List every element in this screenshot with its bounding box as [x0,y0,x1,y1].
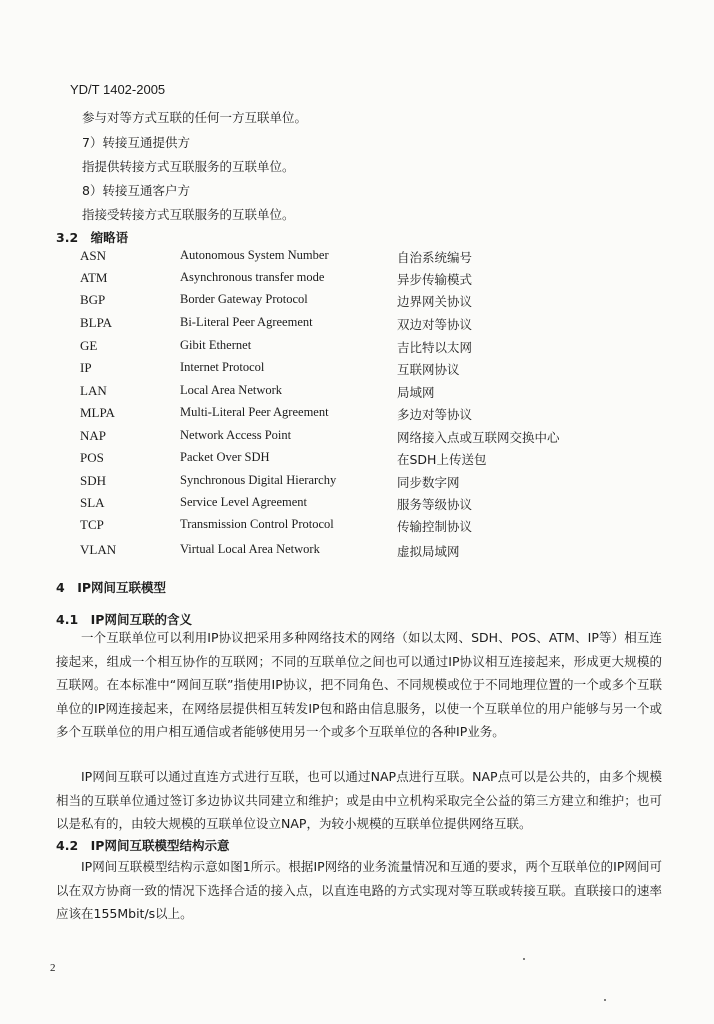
abbreviation-chinese: 边界网关协议 [397,294,473,309]
abbreviation-row [0,270,714,290]
intro-item-heading: 8）转接互通客户方 [82,183,190,198]
abbreviation-row [0,542,714,562]
abbreviation-term: ATM [80,270,108,285]
abbreviation-row [0,360,714,380]
abbreviation-chinese: 自治系统编号 [397,250,473,265]
scan-speck [604,999,606,1001]
abbreviation-chinese: 在SDH上传送包 [397,452,487,467]
abbreviation-term: TCP [80,517,104,532]
abbreviation-term: BLPA [80,315,113,330]
abbreviation-english: Internet Protocol [180,360,265,374]
abbreviation-term: MLPA [80,405,115,420]
abbreviation-english: Gibit Ethernet [180,338,252,352]
abbreviation-chinese: 传输控制协议 [397,519,473,534]
paragraph-4-2-model: IP网间互联模型结构示意如图1所示。根据IP网络的业务流量情况和互通的要求，两个互联单位的IP网间可以在双方协商一致的情况下选择合适的接入点，以直连电路的方式实现对等互联或转接互联。直联接口的速率应该在155Mbit/s以上。 [56,859,662,922]
scan-speck [523,958,525,960]
abbreviation-term: IP [80,360,92,375]
section-heading-4-1: 4.1 IP网间互联的含义 [56,612,192,627]
abbreviation-english: Bi-Literal Peer Agreement [180,315,313,329]
abbreviation-chinese: 互联网协议 [397,362,460,377]
abbreviation-row [0,450,714,470]
abbreviation-english: Packet Over SDH [180,450,270,464]
abbreviation-term: VLAN [80,542,117,557]
abbreviation-chinese: 同步数字网 [397,475,460,490]
abbreviation-english: Multi-Literal Peer Agreement [180,405,329,419]
page-number: 2 [50,962,56,974]
abbreviation-row [0,495,714,515]
abbreviation-chinese: 异步传输模式 [397,272,473,287]
abbreviation-row [0,338,714,358]
abbreviation-row [0,517,714,537]
abbreviation-english: Synchronous Digital Hierarchy [180,473,337,487]
abbreviation-chinese: 吉比特以太网 [397,340,473,355]
paragraph-4-1-definition: 一个互联单位可以利用IP协议把采用多种网络技术的网络（如以太网、SDH、POS、ATM、IP等）相互连接起来，组成一个相互协作的互联网；不同的互联单位之间也可以通过IP协议相互连接起来，形成更大规模的互联网。在本标准中“网间互联”指使用IP协议，把不同角色、不同规模或位于不同地理位置的一个或多个互联单位的IP网连接起来，在网络层提供相互转发IP包和路由信息服务，以使一个互联单位的用户能够与另一个或多个互联单位的用户相互通信或者能够使用另一个或多个互联单位的各种IP业务。 [56,630,662,740]
abbreviation-chinese: 虚拟局域网 [397,544,460,559]
abbreviation-chinese: 双边对等协议 [397,317,473,332]
intro-line: 参与对等方式互联的任何一方互联单位。 [82,110,308,125]
abbreviation-row [0,473,714,493]
abbreviation-term: BGP [80,292,106,307]
abbreviation-chinese: 服务等级协议 [397,497,473,512]
abbreviation-english: Service Level Agreement [180,495,308,509]
abbreviation-term: POS [80,450,104,465]
abbreviation-english: Border Gateway Protocol [180,292,308,306]
intro-line: 指提供转接方式互联服务的互联单位。 [82,159,295,174]
abbreviation-row [0,405,714,425]
section-heading-4: 4 IP网间互联模型 [56,580,167,595]
section-heading-4-2: 4.2 IP网间互联模型结构示意 [56,838,230,853]
abbreviation-row [0,315,714,335]
paragraph-4-1-nap: IP网间互联可以通过直连方式进行互联，也可以通过NAP点进行互联。NAP点可以是公共的，由多个规模相当的互联单位通过签订多边协议共同建立和维护；或是由中立机构采取完全公益的第三方建立和维护；也可以是私有的，由较大规模的互联单位设立NAP，为较小规模的互联单位提供网络互联。 [56,769,662,832]
abbreviation-chinese: 局域网 [397,385,435,400]
abbreviation-row [0,292,714,312]
abbreviation-term: GE [80,338,98,353]
section-heading-3-2: 3.2 缩略语 [56,230,129,245]
abbreviation-term: NAP [80,428,107,443]
abbreviation-chinese: 多边对等协议 [397,407,473,422]
abbreviation-row [0,428,714,448]
abbreviation-chinese: 网络接入点或互联网交换中心 [397,430,560,445]
abbreviation-term: SDH [80,473,107,488]
abbreviation-english: Virtual Local Area Network [180,542,320,556]
abbreviation-english: Local Area Network [180,383,283,397]
abbreviation-term: SLA [80,495,105,510]
intro-line: 指接受转接方式互联服务的互联单位。 [82,207,295,222]
abbreviation-english: Network Access Point [180,428,292,442]
standard-code-header: YD/T 1402-2005 [70,82,166,97]
abbreviation-term: ASN [80,248,107,263]
abbreviation-term: LAN [80,383,107,398]
abbreviation-row [0,248,714,268]
abbreviation-row [0,383,714,403]
abbreviation-english: Autonomous System Number [180,248,329,262]
abbreviation-english: Transmission Control Protocol [180,517,334,531]
abbreviation-english: Asynchronous transfer mode [180,270,325,284]
intro-item-heading: 7）转接互通提供方 [82,135,190,150]
